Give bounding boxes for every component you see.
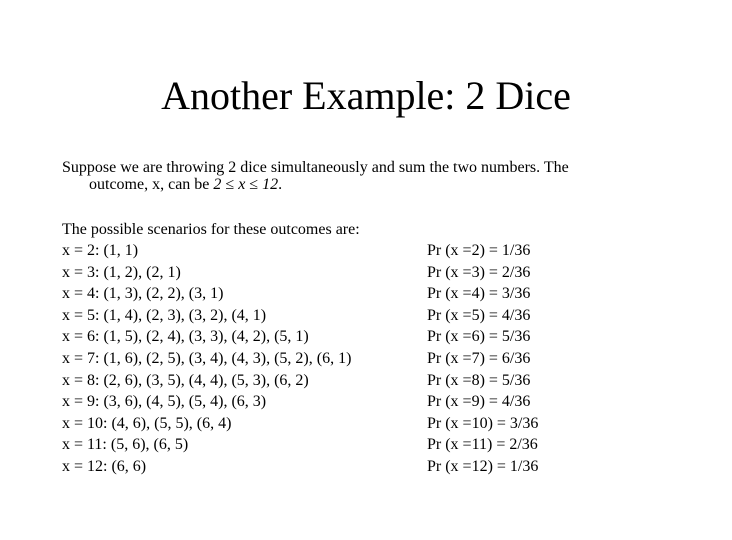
- scenario-row: x = 5: (1, 4), (2, 3), (3, 2), (4, 1): [62, 306, 267, 324]
- scenario-row: x = 4: (1, 3), (2, 2), (3, 1): [62, 285, 224, 303]
- probability-row: Pr (x =4) = 3/36: [427, 285, 531, 303]
- intro-line-1: Suppose we are throwing 2 dice simultaneously and sum the two numbers. The: [62, 159, 569, 176]
- scenarios-heading: The possible scenarios for these outcomes are:: [62, 221, 360, 238]
- scenario-row: x = 9: (3, 6), (4, 5), (5, 4), (6, 3): [62, 393, 267, 411]
- scenario-row: x = 2: (1, 1): [62, 242, 139, 259]
- probability-row: Pr (x =6) = 5/36: [427, 328, 531, 346]
- scenario-row: x = 12: (6, 6): [62, 457, 147, 475]
- scenario-row: x = 7: (1, 6), (2, 5), (3, 4), (4, 3), (5, 2), (6, 1): [62, 349, 352, 367]
- probability-row: Pr (x =11) = 2/36: [427, 436, 538, 454]
- probability-row: Pr (x =2) = 1/36: [427, 242, 531, 259]
- scenario-row: x = 11: (5, 6), (6, 5): [62, 436, 189, 454]
- scenarios-list: [62, 240, 351, 478]
- scenario-row: x = 3: (1, 2), (2, 1): [62, 263, 181, 281]
- slide-title: Another Example: 2 Dice: [161, 73, 571, 118]
- probability-row: Pr (x =3) = 2/36: [427, 263, 531, 281]
- scenario-row: x = 8: (2, 6), (3, 5), (4, 4), (5, 3), (6, 2): [62, 371, 309, 389]
- intro-line-2: [62, 176, 682, 193]
- probability-row: Pr (x =9) = 4/36: [427, 393, 531, 411]
- scenario-row: x = 10: (4, 6), (5, 5), (6, 4): [62, 414, 232, 432]
- probabilities-list: [427, 240, 538, 478]
- scenario-row: x = 6: (1, 5), (2, 4), (3, 3), (4, 2), (5, 1): [62, 328, 309, 346]
- probability-row: Pr (x =8) = 5/36: [427, 371, 531, 389]
- intro-paragraph: [62, 159, 682, 193]
- probability-row: Pr (x =12) = 1/36: [427, 457, 539, 475]
- intro-line-2-suffix: .: [278, 176, 283, 193]
- intro-line-2-prefix: outcome, x, can be: [89, 176, 214, 193]
- probability-row: Pr (x =7) = 6/36: [427, 349, 531, 367]
- outcome-range-expression: 2 ≤ x ≤ 12: [213, 176, 279, 193]
- probability-row: Pr (x =5) = 4/36: [427, 306, 531, 324]
- probability-row: Pr (x =10) = 3/36: [427, 414, 539, 432]
